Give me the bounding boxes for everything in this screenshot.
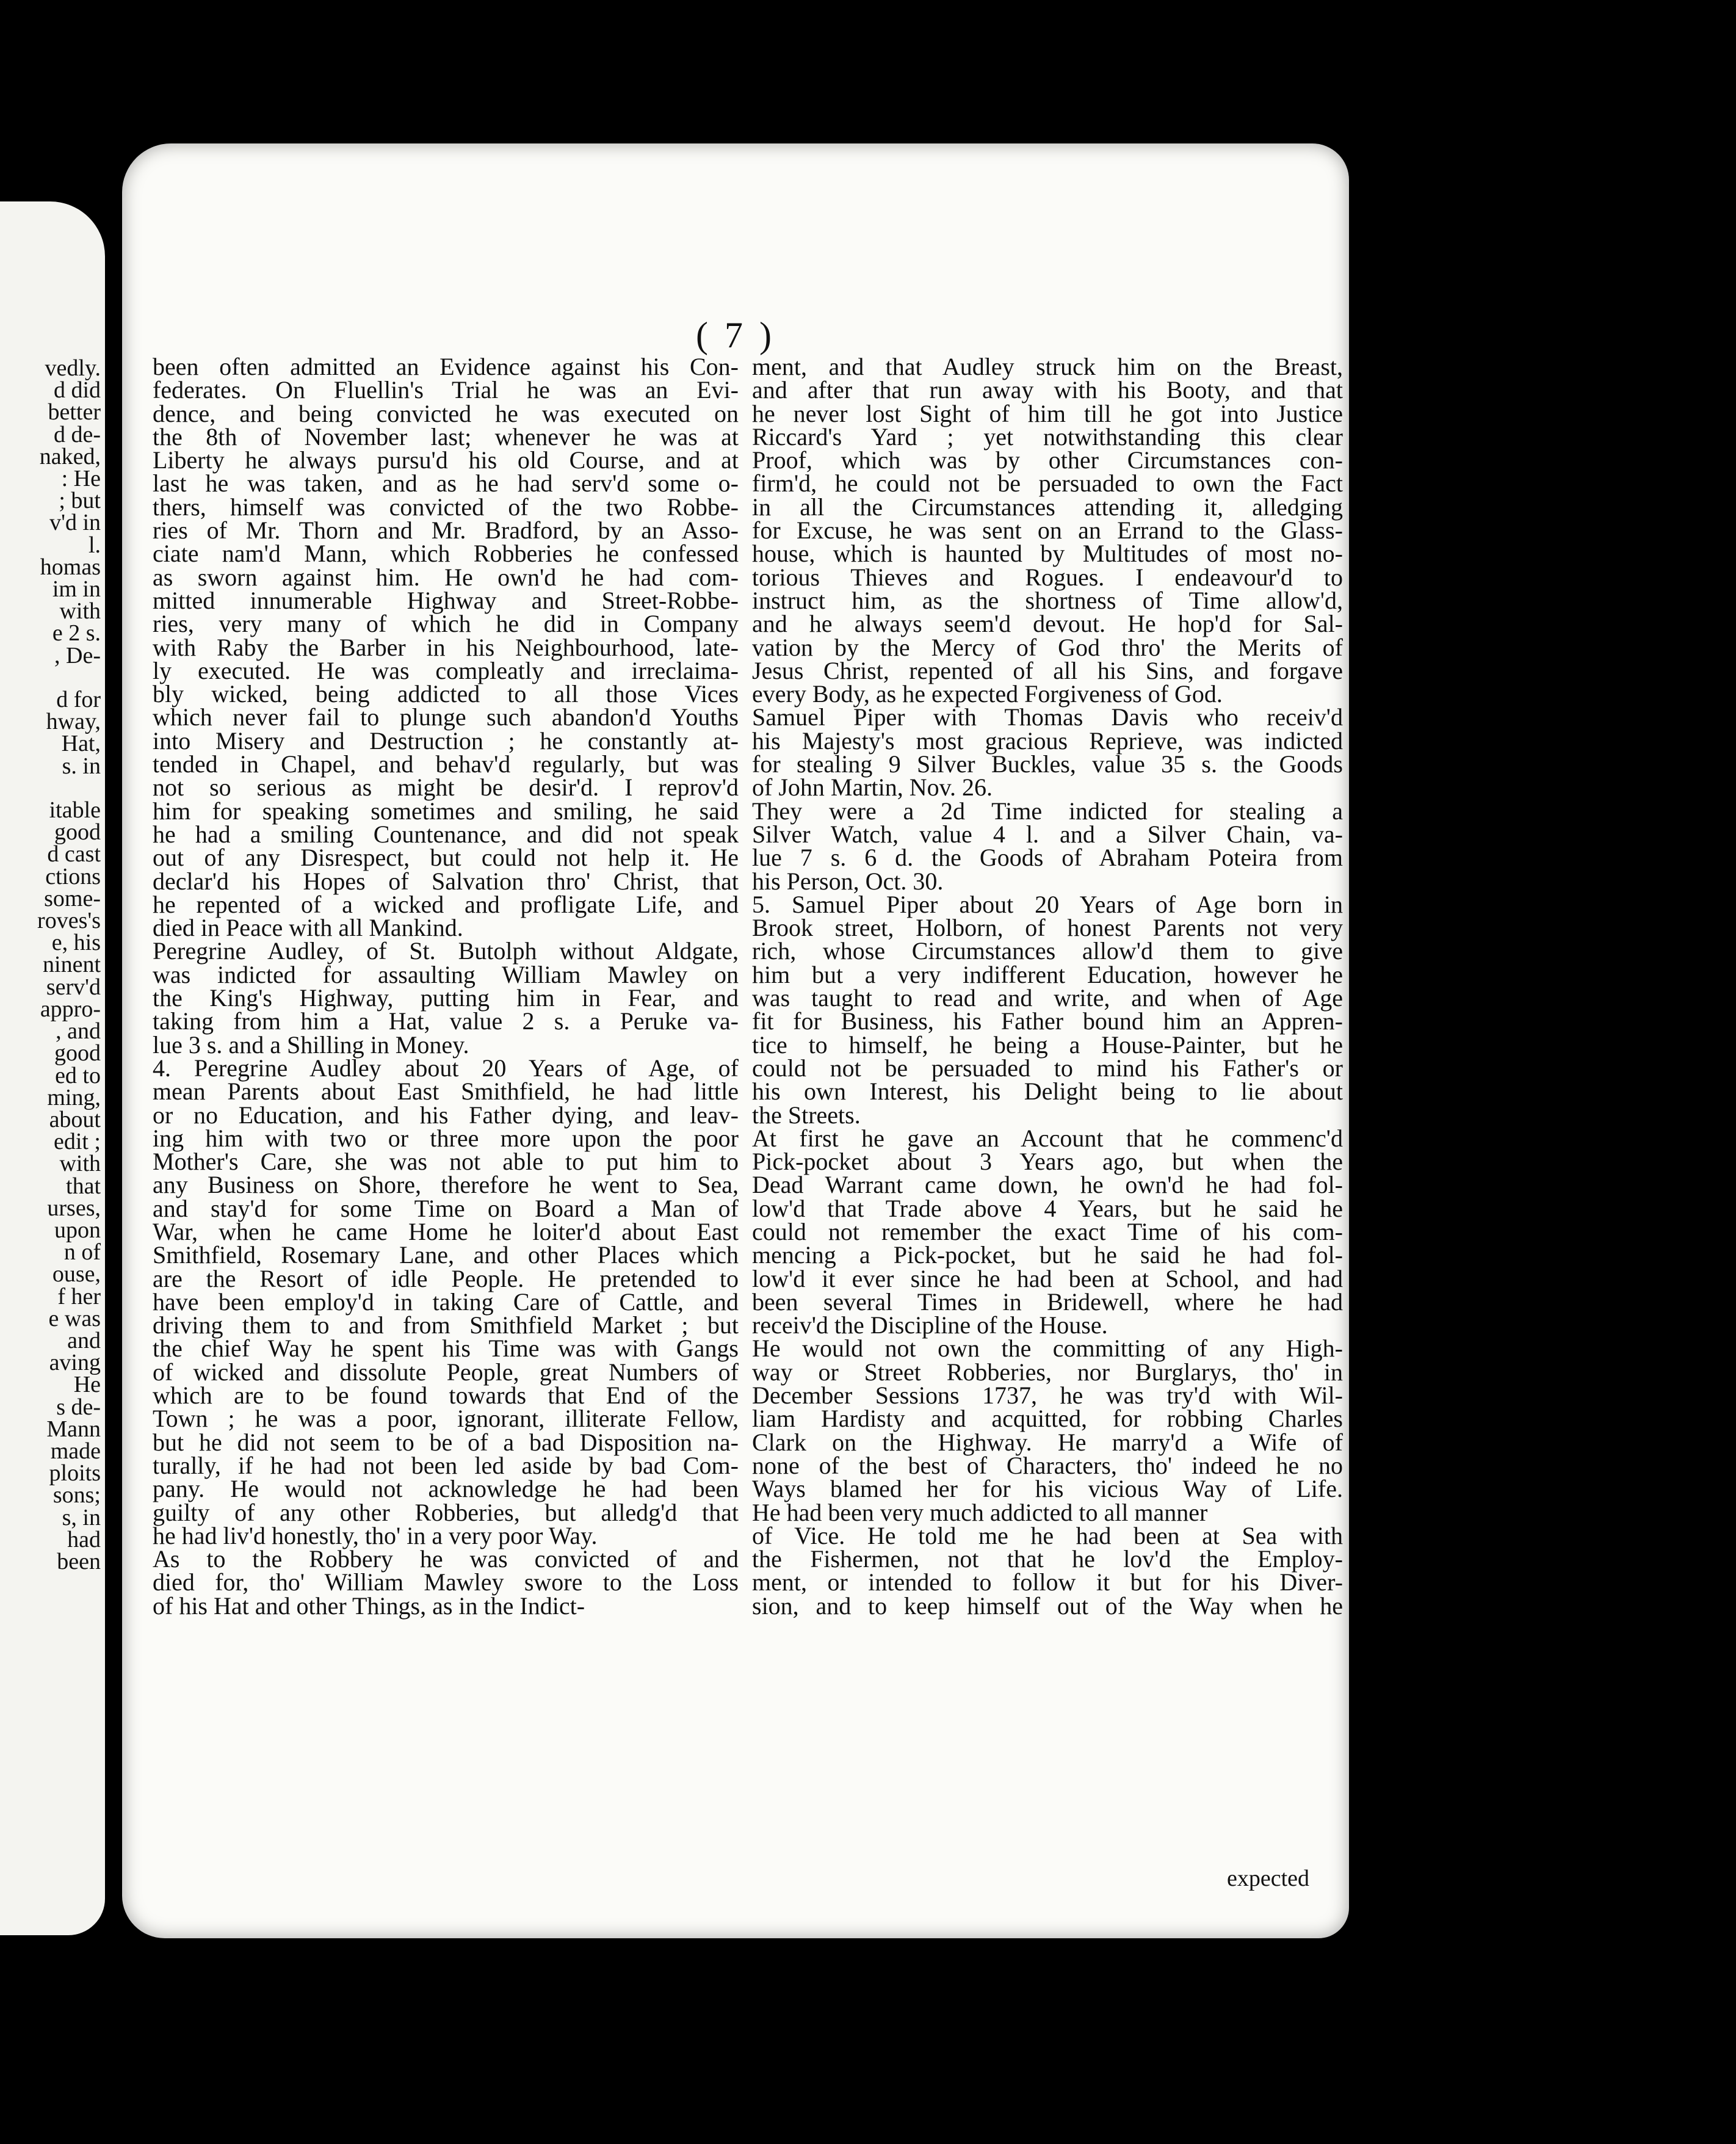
text-line: tended in Chapel, and behav'd regularly, but was [153, 750, 739, 778]
text-line: the Fishermen, not that he lov'd the Employ- [752, 1545, 1343, 1573]
text-line: of Vice. He told me he had been at Sea with [752, 1521, 1343, 1549]
text-line: Samuel Piper with Thomas Davis who receiv'd [752, 703, 1343, 731]
facing-page-fragment: , De- [54, 642, 101, 668]
text-line: out of any Disrespect, but could not help it. He [153, 844, 739, 872]
text-line: mean Parents about East Smithfield, he had little [153, 1077, 739, 1106]
facing-page-fragment: good [54, 819, 101, 846]
text-line: turally, if he had not been led aside by bad Com- [153, 1451, 739, 1479]
facing-page-fragment: aving [49, 1350, 101, 1376]
facing-page-fragment: , and [56, 1018, 101, 1045]
facing-page-fragment: im in [52, 576, 101, 603]
facing-page-fragment: d de- [53, 421, 101, 447]
text-line: his Person, Oct. 30. [752, 867, 944, 895]
text-line: lue 7 s. 6 d. the Goods of Abraham Poteira from [752, 844, 1343, 872]
facing-page-fragment: itable [49, 797, 101, 824]
text-line: Town ; he was a poor, ignorant, illiterate Fellow, [153, 1405, 739, 1433]
text-line: declar'd his Hopes of Salvation thro' Christ, that [153, 867, 739, 895]
text-line: rich, whose Circumstances allow'd them to give [752, 937, 1343, 965]
text-line: as sworn against him. He own'd he had com- [153, 563, 739, 591]
facing-page-fragment: upon [54, 1217, 101, 1243]
text-line: and he always seem'd devout. He hop'd for Sal- [752, 610, 1343, 638]
facing-page-fragment: ming, [47, 1084, 101, 1110]
text-line: Pick-pocket about 3 Years ago, but when the [752, 1148, 1343, 1176]
text-line: instruct him, as the shortness of Time allow'd, [752, 586, 1343, 614]
facing-page-fragment: e 2 s. [52, 620, 101, 646]
text-line: every Body, as he expected Forgiveness of God. [752, 680, 1223, 708]
text-line: of wicked and dissolute People, great Numbers of [153, 1358, 739, 1386]
facing-page-fragment: s, in [62, 1504, 101, 1530]
facing-page-fragment: roves's [37, 908, 101, 934]
text-line: ly executed. He was compleatly and irreclaima- [153, 656, 739, 684]
facing-page-text [0, 357, 101, 1573]
facing-page-fragment: some- [44, 885, 101, 911]
text-line: ment, and that Audley struck him on the Breast, [752, 353, 1343, 380]
text-line: and stay'd for some Time on Board a Man of [153, 1194, 739, 1222]
text-line: could not be persuaded to mind his Father's or [752, 1054, 1343, 1082]
text-line: dence, and being convicted he was executed on [153, 399, 739, 427]
text-line: Clark on the Highway. He marry'd a Wife of [752, 1428, 1343, 1456]
text-line: Silver Watch, value 4 l. and a Silver Chain, va- [752, 820, 1343, 848]
facing-page-fragment: homas [40, 554, 101, 580]
text-line: firm'd, he could not be persuaded to own the Fact [752, 469, 1343, 498]
text-line: which are to be found towards that End of the [153, 1382, 739, 1410]
text-line: Dead Warrant came down, he own'd he had fol- [752, 1171, 1343, 1199]
facing-page-fragment: appro- [40, 996, 101, 1022]
facing-page-fragment: ouse, [52, 1261, 101, 1287]
facing-page-fragment: ; but [59, 488, 101, 514]
text-line: died for, tho' William Mawley swore to the Loss [153, 1568, 739, 1596]
text-line: federates. On Fluellin's Trial he was an Evi- [153, 376, 739, 404]
text-line: torious Thieves and Rogues. I endeavour'd to [752, 563, 1343, 591]
text-line: which never fail to plunge such abandon'd Youths [153, 703, 739, 731]
facing-page-fragment: hway, [46, 709, 101, 735]
text-line: lue 3 s. and a Shilling in Money. [153, 1030, 469, 1059]
text-line: the Streets. [752, 1101, 861, 1129]
text-line: liam Hardisty and acquitted, for robbing Charles [752, 1405, 1343, 1433]
text-line: thers, himself was convicted of the two Robbe- [153, 493, 739, 521]
text-line: pany. He would not acknowledge he had been [153, 1475, 739, 1503]
text-line: bly wicked, being addicted to all those Vices [153, 680, 739, 708]
facing-page-fragment: f her [57, 1283, 101, 1309]
facing-page-fragment: naked, [39, 443, 101, 469]
facing-page-fragment: : He [61, 466, 101, 492]
facing-page-fragment: e, his [51, 930, 101, 956]
facing-page-fragment: Hat, [61, 731, 101, 757]
text-line: been often admitted an Evidence against his Con- [153, 353, 739, 380]
facing-page-fragment [0, 777, 101, 799]
text-line: mencing a Pick-pocket, but he said he had fol- [752, 1241, 1343, 1269]
text-line: the chief Way he spent his Time was with Gangs [153, 1335, 739, 1363]
text-line: sion, and to keep himself out of the Way when he [752, 1592, 1343, 1620]
text-line: Peregrine Audley, of St. Butolph without Aldgate, [153, 937, 739, 965]
text-line: been several Times in Bridewell, where he had [752, 1287, 1343, 1316]
text-line: He had been very much addicted to all manner [752, 1498, 1208, 1526]
text-line: the 8th of November last; whenever he was at [153, 422, 739, 451]
facing-page-fragment: d for [56, 687, 101, 713]
text-line: him for speaking sometimes and smiling, he said [153, 797, 739, 825]
text-line: or no Education, and his Father dying, and leav- [153, 1101, 739, 1129]
facing-page-fragment: s. in [62, 753, 101, 779]
facing-page-fragment: ninent [43, 952, 101, 978]
left-column [153, 355, 739, 1618]
facing-page-fragment: d did [53, 377, 101, 404]
facing-page-fragment: about [49, 1106, 101, 1132]
text-line: They were a 2d Time indicted for stealing a [752, 797, 1343, 825]
text-line: was indicted for assaulting William Mawley on [153, 960, 739, 988]
text-line: he repented of a wicked and profligate Life, and [153, 890, 739, 918]
facing-page-fragment: with [59, 598, 101, 625]
text-line: 4. Peregrine Audley about 20 Years of Age, of [153, 1054, 739, 1082]
text-line: receiv'd the Discipline of the House. [752, 1311, 1108, 1339]
text-line: As to the Robbery he was convicted of and [153, 1545, 739, 1573]
facing-page-fragment: ed to [55, 1062, 101, 1088]
text-line: 5. Samuel Piper about 20 Years of Age born in [752, 890, 1343, 918]
text-line: his own Interest, his Delight being to lie about [752, 1077, 1343, 1106]
text-line: for stealing 9 Silver Buckles, value 35 s. the Goods [752, 750, 1343, 778]
text-line: low'd that Trade above 4 Years, but he said he [752, 1194, 1343, 1222]
text-line: Mother's Care, she was not able to put him to [153, 1148, 739, 1176]
facing-page-fragment: good [54, 1040, 101, 1067]
facing-page-fragment: Mann [46, 1416, 101, 1442]
text-line: ries of Mr. Thorn and Mr. Bradford, by an Asso- [153, 516, 739, 545]
text-line: in all the Circumstances attending it, alledging [752, 493, 1343, 521]
text-line: At first he gave an Account that he commenc'd [752, 1124, 1343, 1152]
text-line: ing him with two or three more upon the poor [153, 1124, 739, 1152]
text-line: he had liv'd honestly, tho' in a very poor Way. [153, 1521, 598, 1549]
facing-page-fragment: made [50, 1438, 101, 1464]
text-line: any Business on Shore, therefore he went to Sea, [153, 1171, 739, 1199]
facing-page-fragment [0, 667, 101, 689]
text-line: the King's Highway, putting him in Fear, and [153, 984, 739, 1012]
text-line: last he was taken, and as he had serv'd some o- [153, 469, 739, 498]
text-line: taking from him a Hat, value 2 s. a Peruke va- [153, 1007, 739, 1035]
text-line: was taught to read and write, and when of Age [752, 984, 1343, 1012]
text-line: for Excuse, he was sent on an Errand to the Glass- [752, 516, 1343, 545]
text-line: vation by the Mercy of God thro' the Merits of [752, 633, 1343, 661]
text-line: ment, or intended to follow it but for his Diver- [752, 1568, 1343, 1596]
text-line: fit for Business, his Father bound him an Appren- [752, 1007, 1343, 1035]
text-line: Jesus Christ, repented of all his Sins, and forgave [752, 656, 1343, 684]
right-column [752, 355, 1343, 1618]
facing-page-fragment: with [59, 1151, 101, 1177]
text-line: into Misery and Destruction ; he constantly at- [153, 726, 739, 755]
text-line: none of the best of Characters, tho' indeed he no [752, 1451, 1343, 1479]
text-line: Proof, which was by other Circumstances con- [752, 446, 1343, 474]
facing-page-fragment: been [57, 1548, 101, 1574]
text-line: of his Hat and other Things, as in the Indict- [153, 1592, 585, 1620]
facing-page-fragment: e was [48, 1305, 101, 1331]
text-line: mitted innumerable Highway and Street-Robbe- [153, 586, 739, 614]
text-line: guilty of any other Robberies, but alledg'd that [153, 1498, 739, 1526]
text-line: Riccard's Yard ; yet notwithstanding this clear [752, 422, 1343, 451]
text-line: low'd it ever since he had been at School, and had [752, 1264, 1343, 1292]
text-line: ries, very many of which he did in Company [153, 610, 739, 638]
facing-page-fragment: ctions [45, 863, 101, 889]
page-number: ( 7 ) [696, 315, 775, 355]
facing-page-fragment: better [48, 399, 101, 426]
text-line: way or Street Robberies, nor Burglarys, tho' in [752, 1358, 1343, 1386]
text-line: could not remember the exact Time of his com- [752, 1217, 1343, 1245]
facing-page-edge [0, 201, 105, 1935]
facing-page-fragment: that [66, 1173, 101, 1199]
facing-page-fragment: s de- [56, 1394, 101, 1420]
text-line: he had a smiling Countenance, and did not speak [153, 820, 739, 848]
text-line: and after that run away with his Booty, and that [752, 376, 1343, 404]
text-line: house, which is haunted by Multitudes of most no- [752, 540, 1343, 568]
text-line: with Raby the Barber in his Neighbourhood, late- [153, 633, 739, 661]
catchword: expected [1227, 1866, 1310, 1891]
facing-page-fragment: sons; [52, 1482, 101, 1508]
text-line: driving them to and from Smithfield Market ; but [153, 1311, 739, 1339]
text-line: but he did not seem to be of a bad Disposition na- [153, 1428, 739, 1456]
facing-page-fragment: d cast [47, 841, 101, 867]
facing-page-fragment: serv'd [46, 974, 101, 1000]
facing-page-fragment: l. [88, 532, 101, 558]
text-line: of John Martin, Nov. 26. [752, 773, 993, 802]
text-line: Brook street, Holborn, of honest Parents not very [752, 914, 1343, 942]
text-line: tice to himself, he being a House-Painter, but he [752, 1030, 1343, 1059]
text-line: December Sessions 1737, he was try'd with Wil- [752, 1382, 1343, 1410]
text-line: not so serious as might be desir'd. I reprov'd [153, 773, 739, 802]
text-line: Smithfield, Rosemary Lane, and other Places which [153, 1241, 739, 1269]
facing-page-fragment: He [73, 1372, 101, 1398]
text-line: Liberty he always pursu'd his old Course, and at [153, 446, 739, 474]
text-line: He would not own the committing of any High- [752, 1335, 1343, 1363]
facing-page-fragment: vedly. [45, 355, 101, 381]
facing-page-fragment: and [67, 1327, 101, 1353]
facing-page-fragment: ploits [49, 1460, 101, 1487]
text-line: ciate nam'd Mann, which Robberies he confessed [153, 540, 739, 568]
facing-page-fragment: n of [63, 1239, 101, 1266]
text-line: are the Resort of idle People. He pretended to [153, 1264, 739, 1292]
facing-page-fragment: v'd in [49, 510, 101, 536]
facing-page-fragment: edit ; [53, 1129, 101, 1155]
text-line: have been employ'd in taking Care of Cattle, and [153, 1287, 739, 1316]
facing-page-fragment: urses, [47, 1195, 101, 1221]
text-line: him but a very indifferent Education, however he [752, 960, 1343, 988]
text-line: died in Peace with all Mankind. [153, 914, 463, 942]
text-line: War, when he came Home he loiter'd about East [153, 1217, 739, 1245]
text-line: he never lost Sight of him till he got into Justice [752, 399, 1343, 427]
text-line: his Majesty's most gracious Reprieve, was indicted [752, 726, 1343, 755]
facing-page-fragment: had [67, 1526, 101, 1552]
text-line: Ways blamed her for his vicious Way of Life. [752, 1475, 1343, 1503]
